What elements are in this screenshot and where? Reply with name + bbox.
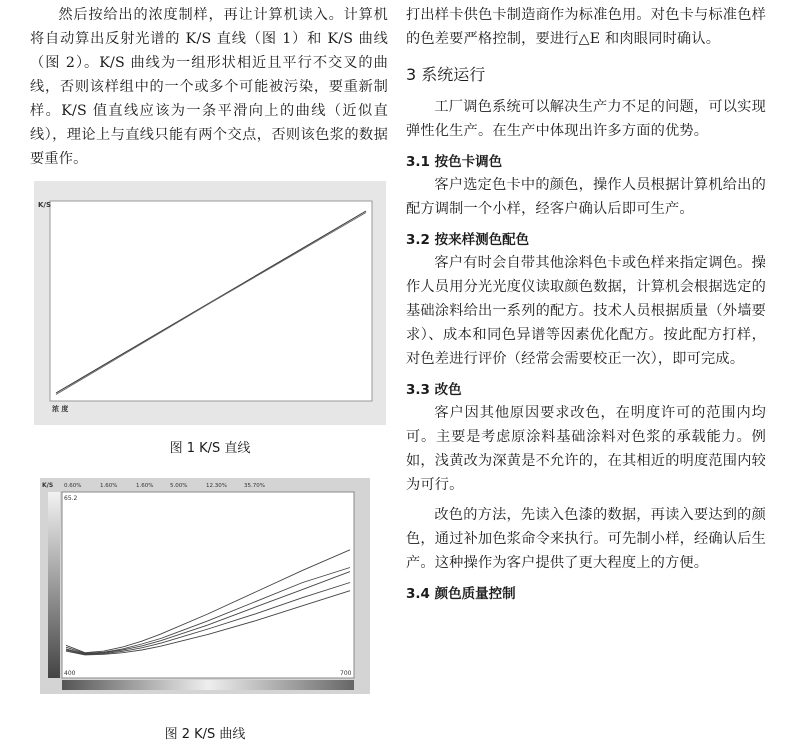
figure-2-caption: 图 2 K/S 曲线 bbox=[164, 727, 246, 742]
figure-1-x-label: 浓 度 bbox=[52, 405, 69, 413]
section-3-4-heading: 3.4 颜色质量控制 bbox=[406, 586, 516, 602]
figure-2-color-bar-vertical bbox=[48, 492, 60, 678]
figure-1 bbox=[34, 181, 386, 425]
figure-2-legend-entry-4: 5.00% bbox=[170, 483, 188, 489]
section-3-1-heading: 3.1 按色卡调色 bbox=[406, 154, 503, 170]
figure-2-y-label: K/S bbox=[42, 482, 54, 489]
section-3-3-heading: 3.3 改色 bbox=[406, 382, 462, 398]
intro-paragraph: 然后按给出的浓度制样，再让计算机读入。计算机将自动算出反射光谱的 K/S 直线（图 1）和 K/S 曲线（图 2）。K/S 曲线为一组形状相近且平行不交叉的曲线，否则该样组中的一个或多个可能被污染，要重新制样。K/S 值直线应该为一条平滑向上的曲线（近似直线），理论上与直线只能有两个交点，否则该色浆的数据要重作。 bbox=[30, 7, 388, 167]
figure-1-plot-area bbox=[50, 201, 372, 401]
figure-2-legend-entry-6: 35.70% bbox=[244, 483, 265, 489]
figure-2-x-min-label: 400 bbox=[64, 670, 76, 677]
figure-2-legend-entry-5: 12.30% bbox=[206, 483, 227, 489]
figure-2-color-bar-horizontal bbox=[62, 680, 354, 690]
continued-paragraph: 打出样卡供色卡制造商作为标准色用。对色卡与标准色样的色差要严格控制，要进行△E 和肉眼同时确认。 bbox=[406, 7, 766, 47]
figure-1-y-label: K/S bbox=[38, 201, 52, 209]
figure-1-caption: 图 1 K/S 直线 bbox=[169, 441, 251, 456]
left-column bbox=[30, 0, 388, 171]
figure-2-plot-area bbox=[62, 492, 354, 678]
right-column bbox=[406, 0, 766, 605]
figure-2-chart bbox=[40, 478, 370, 694]
figure-2-legend-entry-1: 0.60% bbox=[64, 483, 82, 489]
figure-2 bbox=[40, 478, 370, 694]
section-3-3-paragraph-2: 改色的方法，先读入色漆的数据，再读入要达到的颜色，通过补加色浆命令来执行。可先制小样，经确认后生产。这种操作为客户提供了更大程度上的方便。 bbox=[406, 507, 766, 571]
figure-1-chart bbox=[34, 181, 386, 425]
figure-2-legend-entry-3: 1.60% bbox=[136, 483, 154, 489]
section-3-paragraph: 工厂调色系统可以解决生产力不足的问题，可以实现弹性化生产。在生产中体现出许多方面的优势。 bbox=[406, 99, 766, 139]
figure-2-x-max-label: 700 bbox=[340, 670, 352, 677]
section-3-2-heading: 3.2 按来样测色配色 bbox=[406, 232, 530, 248]
figure-2-legend-entry-2: 1.60% bbox=[100, 483, 118, 489]
section-3-3-paragraph-1: 客户因其他原因要求改色，在明度许可的范围内均可。主要是考虑原涂料基础涂料对色浆的承载能力。例如，浅黄改为深黄是不允许的，在其相近的明度范围内较为可行。 bbox=[406, 405, 766, 493]
section-3-heading: 3 系统运行 bbox=[406, 65, 486, 84]
section-3-2-paragraph: 客户有时会自带其他涂料色卡或色样来指定调色。操作人员用分光光度仪读取颜色数据，计算机会根据选定的基础涂料给出一系列的配方。技术人员根据质量（外墙要求）、成本和同色异谱等因素优化配方。按此配方打样，对色差进行评价（经常会需要校正一次），即可完成。 bbox=[406, 255, 766, 367]
section-3-1-paragraph: 客户选定色卡中的颜色，操作人员根据计算机给出的配方调制一个小样，经客户确认后即可生产。 bbox=[406, 177, 766, 217]
figure-2-y-max-label: 65.2 bbox=[64, 495, 78, 502]
